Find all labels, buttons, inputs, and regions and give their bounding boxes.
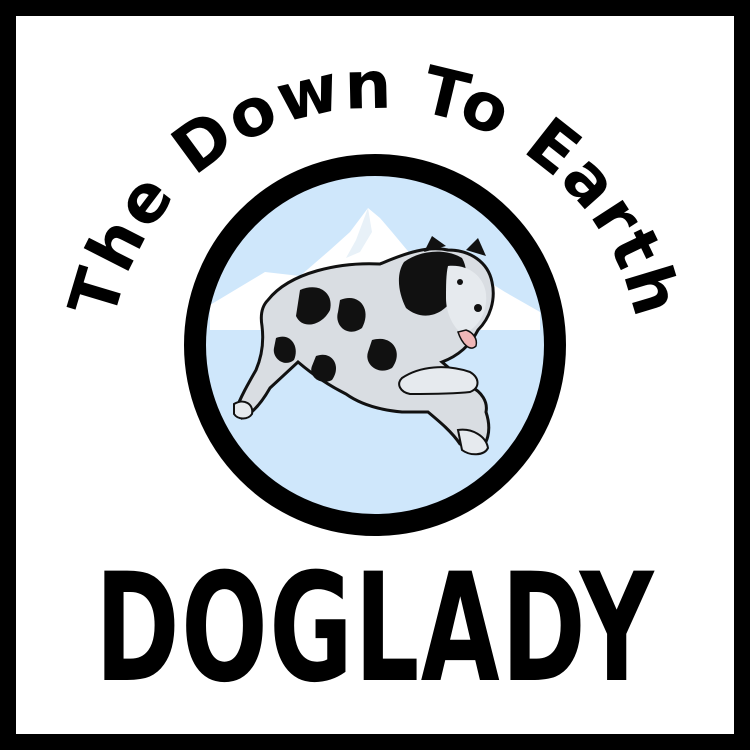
emblem (195, 165, 555, 525)
arc-title-text: The Down To Earth (54, 46, 696, 326)
wordmark: DOGLADY (95, 542, 656, 716)
